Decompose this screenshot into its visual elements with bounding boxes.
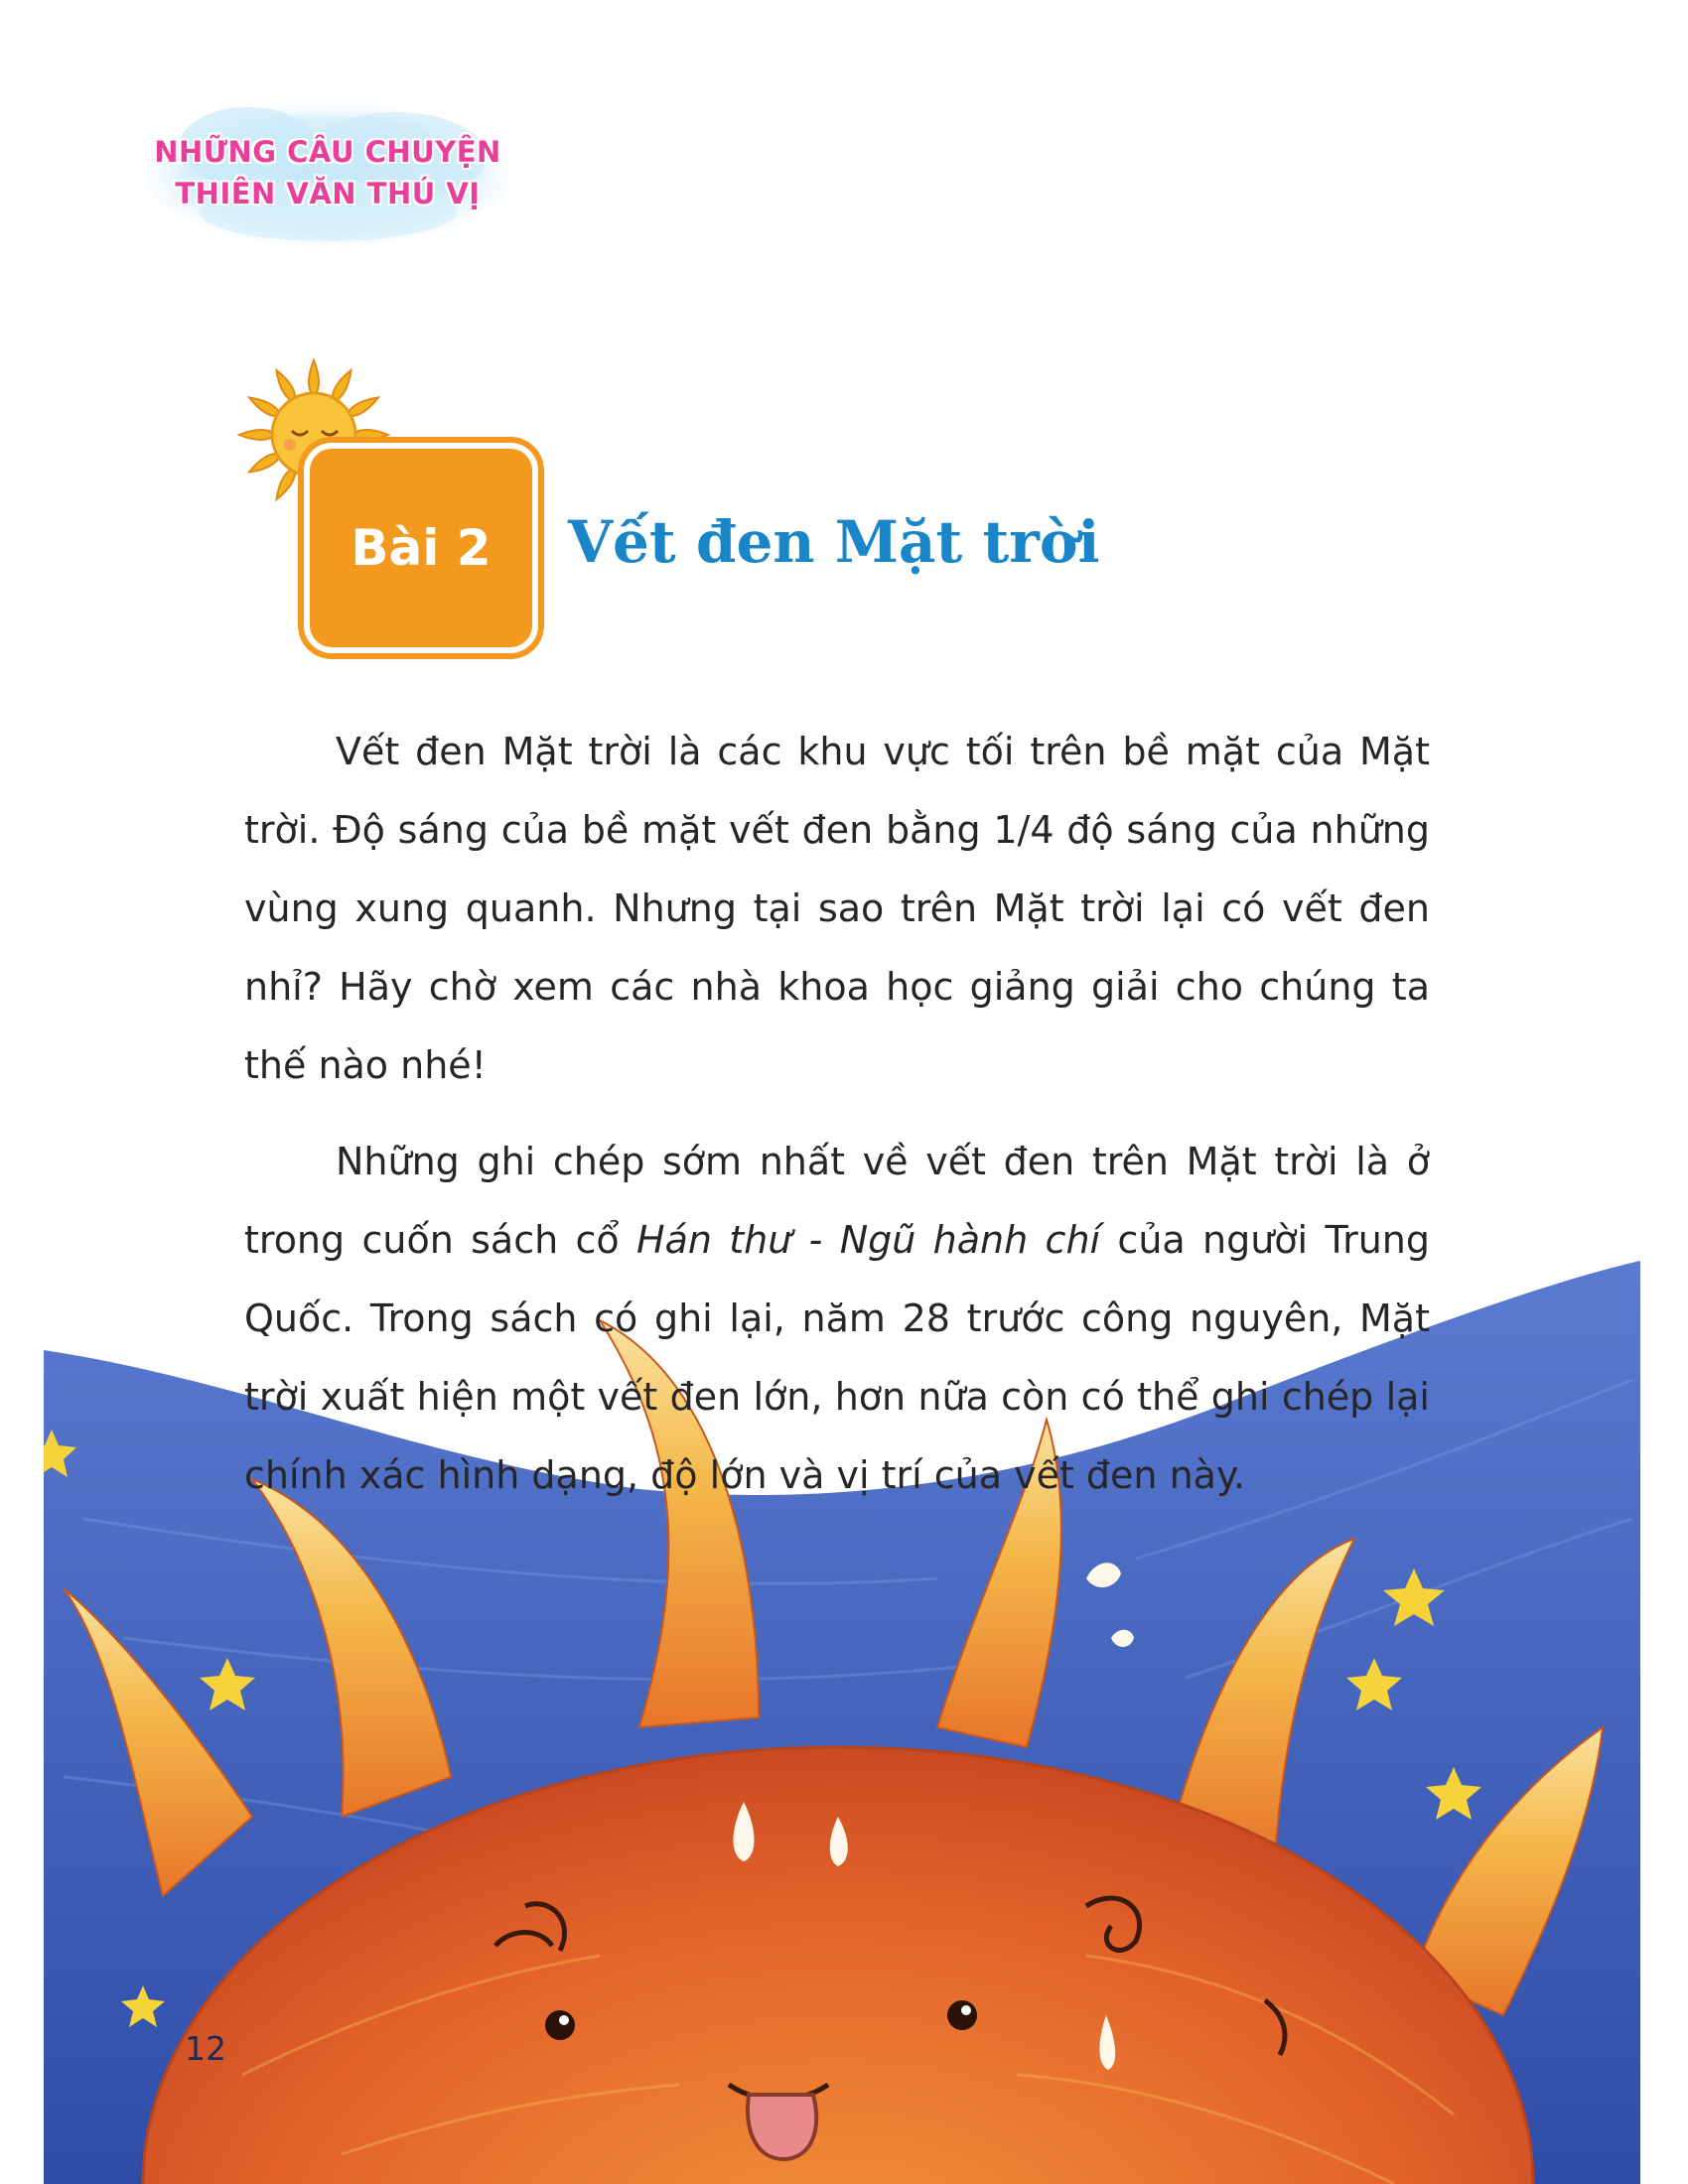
series-title-line2: THIÊN VĂN THÚ VỊ — [175, 177, 481, 210]
lesson-title: Vết đen Mặt trời — [568, 508, 1100, 576]
paragraph-2-start: Những ghi chép sớm nhất về vết đen trên Mặt trời là ở trong cuốn sách cổ — [244, 1140, 1430, 1262]
series-title-line1: NHỮNG CÂU CHUYỆN — [154, 135, 501, 169]
paragraph-1: Vết đen Mặt trời là các khu vực tối trên bề mặt của Mặt trời. Độ sáng của bề mặt vết đen bằng 1/4 độ sáng của những vùng xung quanh. Nhưng tại sao trên Mặt trời lại có vết đen nhỉ? Hãy chờ xem các nhà khoa học giảng giải cho chúng ta thế nào nhé! — [244, 730, 1430, 1087]
page-number: 12 — [185, 2029, 226, 2068]
paragraph-2 — [244, 1123, 1430, 1515]
article-body — [244, 713, 1430, 1533]
series-header — [139, 87, 516, 256]
lesson-number: Bài 2 — [351, 519, 492, 577]
book-title: Hán thư - Ngũ hành chí — [636, 1218, 1101, 1262]
lesson-number-badge — [310, 449, 532, 647]
paragraph-2-end: của người Trung Quốc. Trong sách có ghi lại, năm 28 trước công nguyên, Mặt trời xuất hiện một vết đen lớn, hơn nữa còn có thể ghi chép lại chính xác hình dạng, độ lớn và vị trí của vết đen này. — [244, 1218, 1430, 1497]
